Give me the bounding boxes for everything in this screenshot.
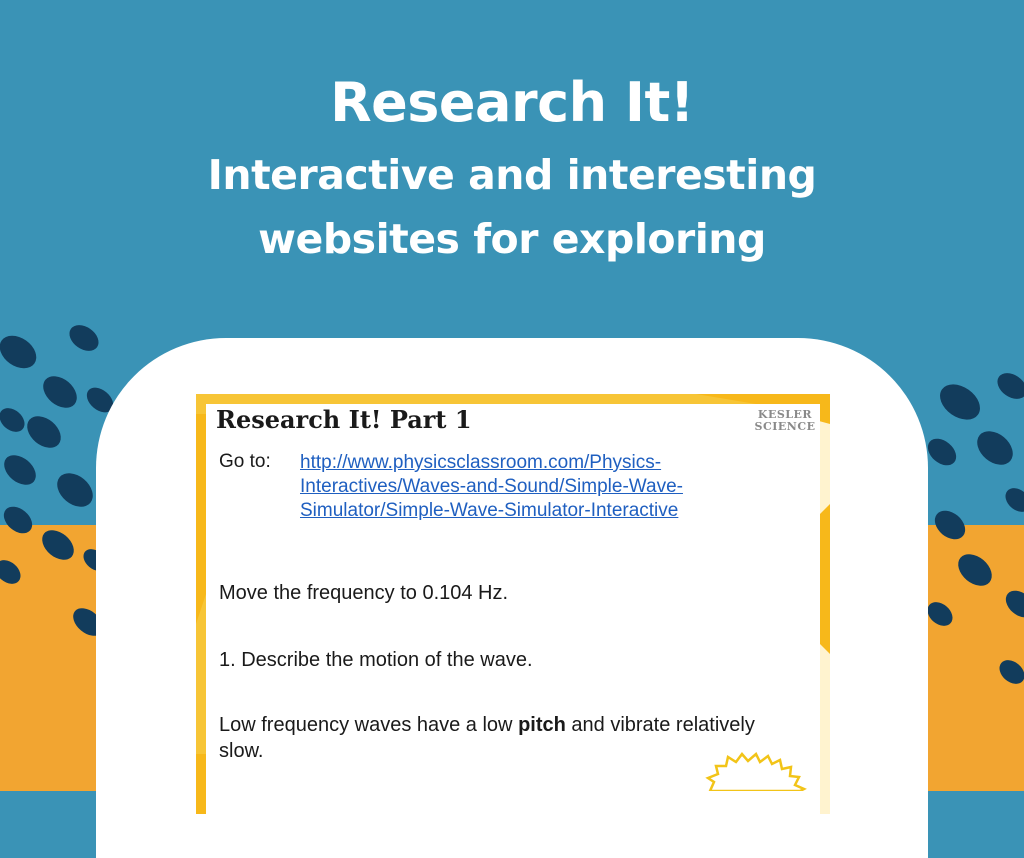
logo-line-1: KESLER	[757, 408, 813, 421]
link-line-1[interactable]: http://www.physicsclassroom.com/Physics-	[300, 452, 662, 473]
link-line-3[interactable]: Simulator/Simple-Wave-Simulator-Interactive	[300, 500, 679, 521]
page-subtitle-line-2: websites for exploring	[258, 215, 766, 263]
page-subtitle-line-1: Interactive and interesting	[207, 151, 817, 199]
fact-text-end: and vibrate relatively slow.	[219, 714, 755, 762]
fact-text-bold: pitch	[518, 714, 566, 736]
link-line-2[interactable]: Interactives/Waves-and-Sound/Simple-Wave-	[300, 476, 683, 497]
page-title: Research It!	[330, 71, 694, 134]
slide-title: Research It! Part 1	[216, 405, 472, 434]
fact-text-start: Low frequency waves have a low	[219, 714, 519, 736]
physics-classroom-link[interactable]	[300, 451, 770, 523]
starburst-badge-icon	[700, 752, 820, 791]
logo-line-2: SCIENCE	[754, 420, 816, 433]
question-1: 1. Describe the motion of the wave.	[219, 649, 533, 671]
kesler-science-logo	[752, 409, 818, 433]
page-heading	[0, 70, 1024, 270]
goto-label: Go to:	[219, 451, 271, 472]
instruction-text: Move the frequency to 0.104 Hz.	[219, 582, 509, 604]
